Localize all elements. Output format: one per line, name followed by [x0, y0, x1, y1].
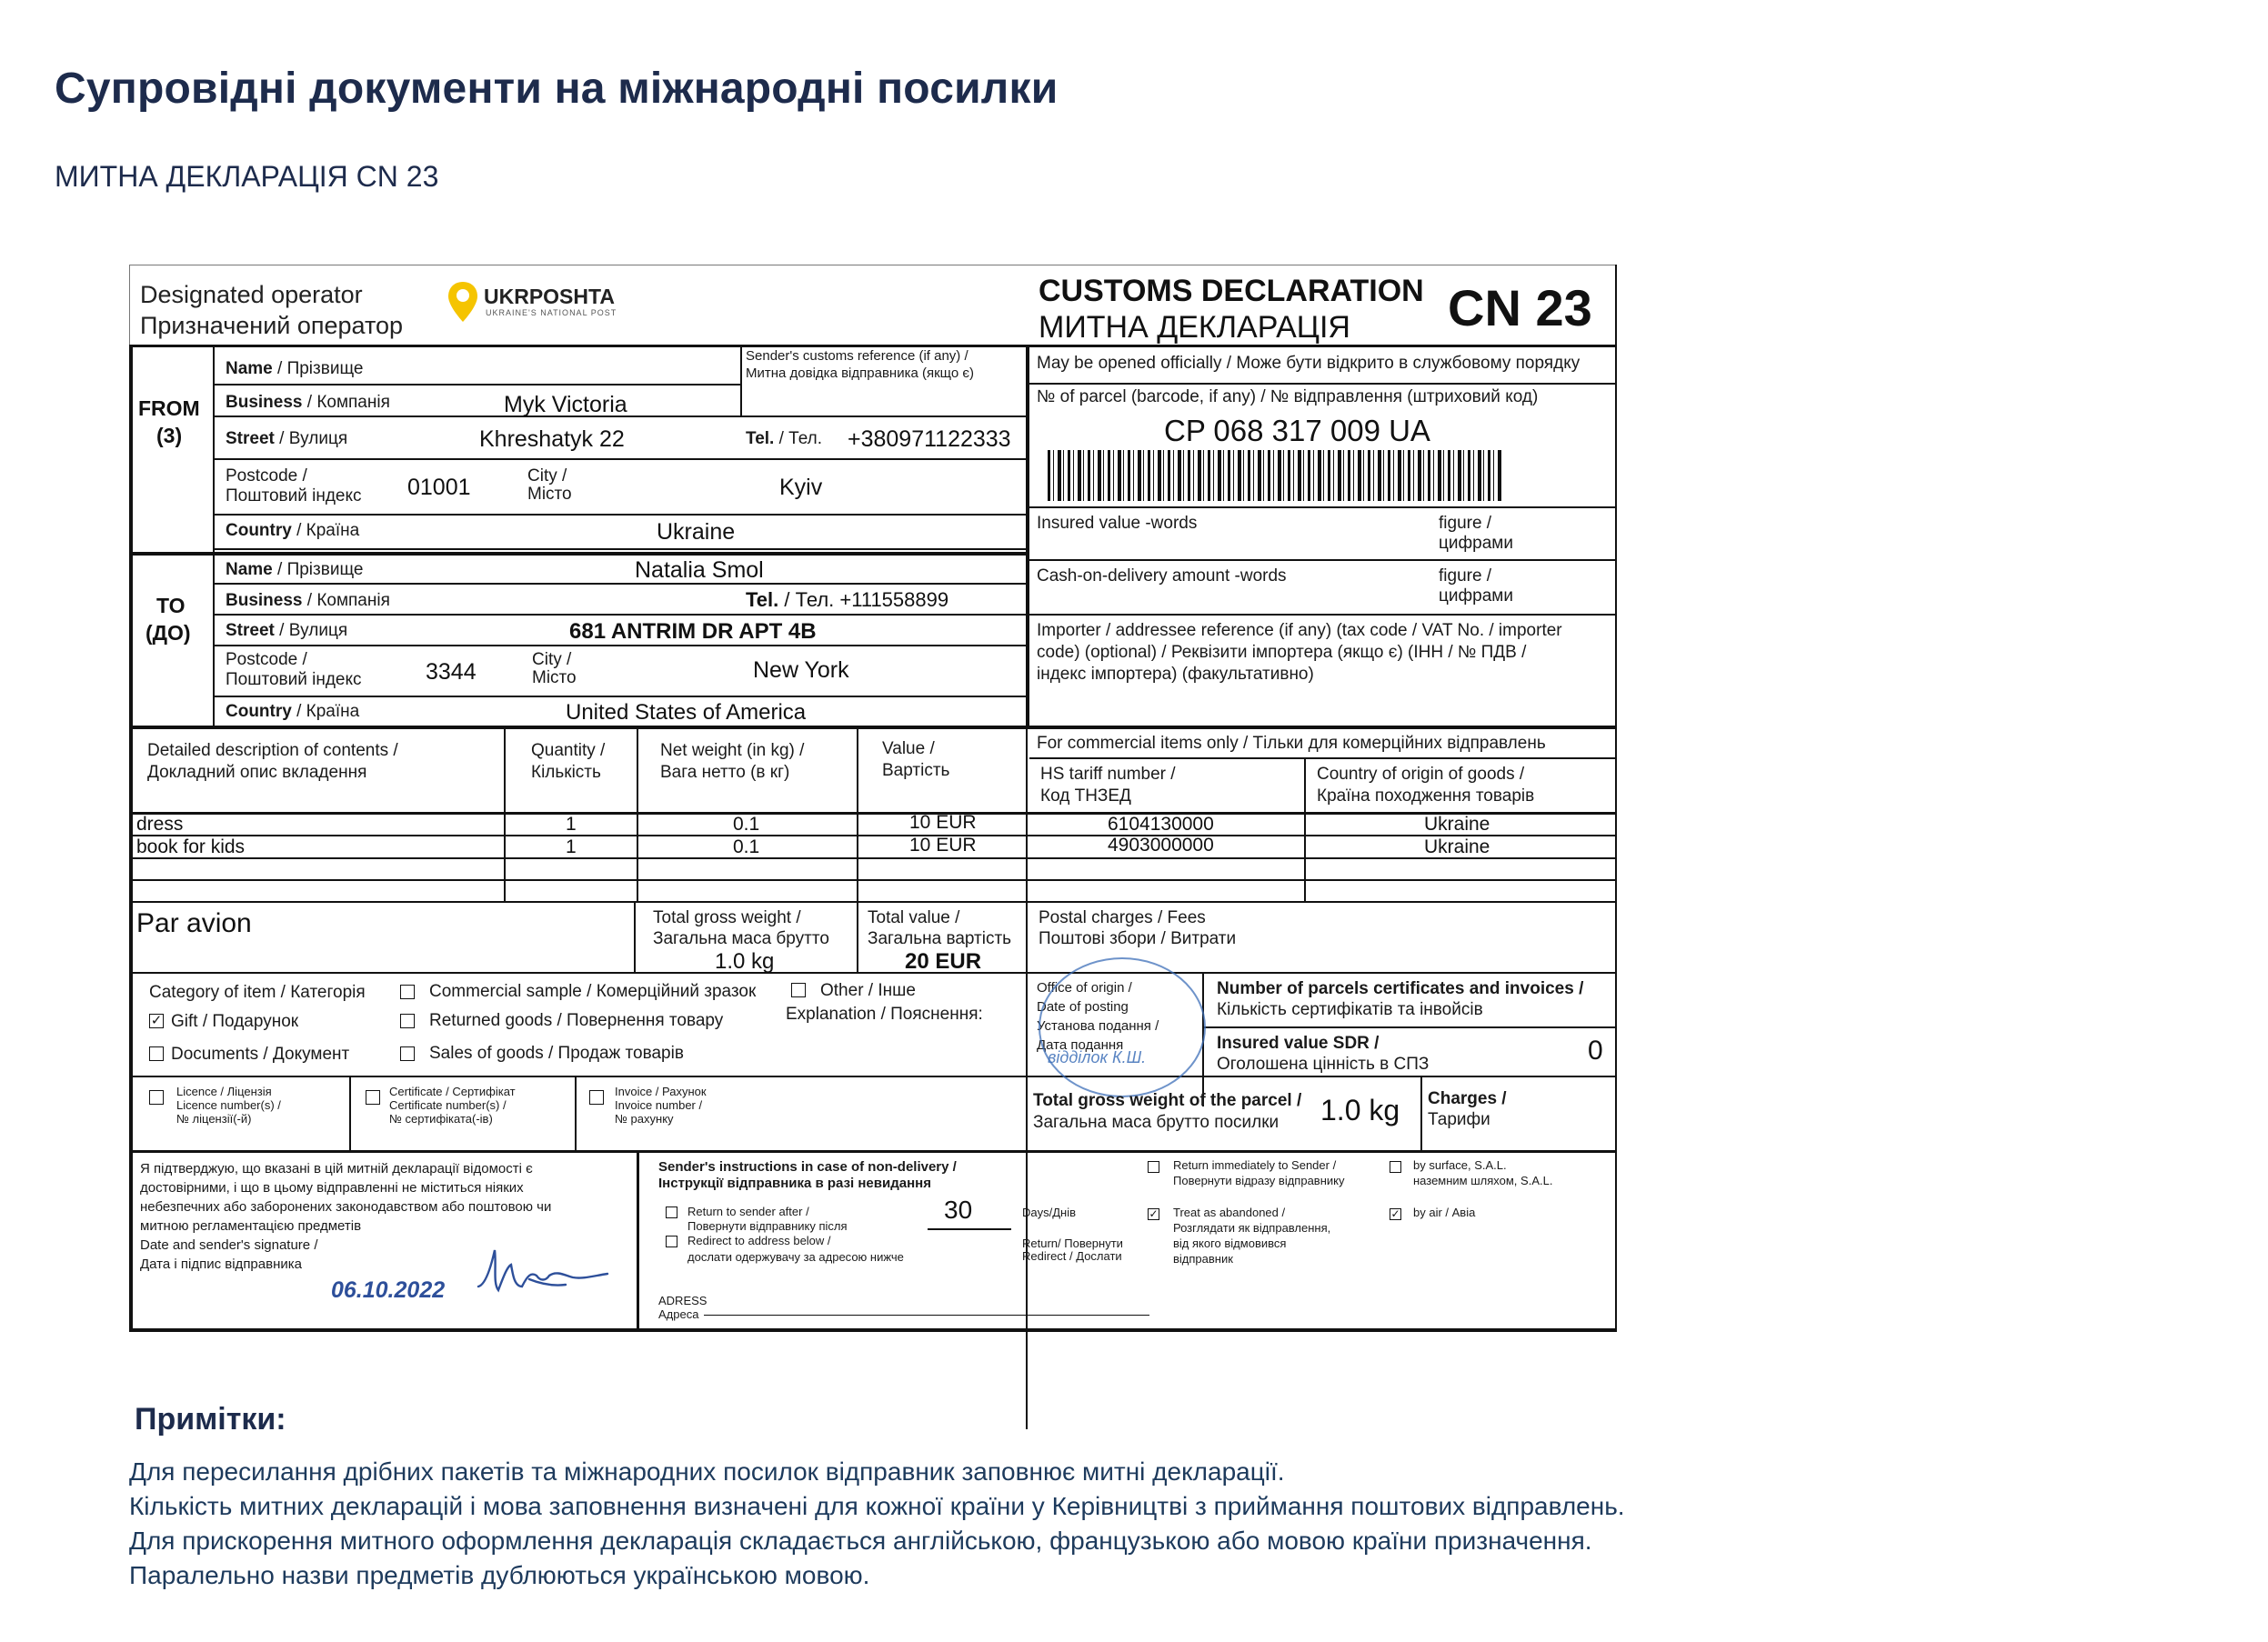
qty-header: Quantity /	[531, 741, 606, 760]
total-parcel-label: Total gross weight of the parcel /	[1033, 1091, 1302, 1110]
return-immediately-checkbox[interactable]	[1148, 1161, 1159, 1173]
ukrposhta-logo-icon	[447, 281, 478, 323]
abandoned-label: Treat as abandoned /	[1173, 1206, 1286, 1219]
sender-ref-label-ua: Митна довідка відправника (якщо є)	[746, 365, 974, 381]
gross-label-ua: Загальна маса брутто	[653, 929, 829, 948]
importer-ref-2: code) (optional) / Реквізити імпортера (якщо є) (ІНН / № ПДВ /	[1037, 643, 1527, 662]
total-parcel-label-ua: Загальна маса брутто посилки	[1033, 1113, 1280, 1132]
abandoned-checkbox[interactable]: ✓	[1149, 1207, 1159, 1220]
value-header: Value /	[882, 739, 935, 758]
to-postcode-label: Postcode /	[226, 650, 307, 669]
stamp-text: відділок К.Ш.	[1048, 1048, 1147, 1066]
notes-line: Для прискорення митного оформлення декларація складається англійською, французькою або мовою країни призначення.	[129, 1527, 1592, 1555]
instructions-title: Sender's instructions in case of non-delivery /	[658, 1159, 957, 1175]
doc-title-ua: МИТНА ДЕКЛАРАЦІЯ	[1039, 310, 1350, 345]
charges-label-ua: Тарифи	[1428, 1110, 1490, 1129]
operator-label-ua: Призначений оператор	[140, 312, 404, 339]
total-value-label-ua: Загальна вартість	[868, 929, 1012, 948]
notes-title: Примітки:	[135, 1402, 286, 1437]
from-name-label: Name / Прізвище	[226, 359, 364, 378]
item-qty: 1	[566, 814, 577, 835]
surface-label: by surface, S.A.L.	[1413, 1158, 1507, 1172]
total-value: 20 EUR	[905, 949, 982, 974]
hs-header: HS tariff number /	[1040, 765, 1176, 784]
abandoned-label-ua-3: відправник	[1173, 1252, 1233, 1266]
notes-line: Кількість митних декларацій і мова заповнення визначені для кожної країни у Керівництві з приймання поштових відправлень.	[129, 1492, 1625, 1520]
insured-figure-label: figure /	[1439, 514, 1492, 533]
certificate-label-1: Certificate / Сертифікат	[389, 1085, 516, 1098]
instructions-title-ua: Інструкції відправника в разі невидання	[658, 1176, 931, 1191]
to-tel-label: Tel. / Тел. +111558899	[746, 588, 949, 611]
from-postcode-label: Postcode /	[226, 466, 307, 486]
item-origin: Ukraine	[1424, 814, 1490, 835]
from-business-label: Business / Компанія	[226, 393, 390, 412]
hs-header-ua: Код ТНЗЕД	[1040, 786, 1131, 806]
office-origin-4: Дата подання	[1037, 1037, 1124, 1053]
cod-figure-label-ua: цифрами	[1439, 586, 1513, 606]
surface-checkbox[interactable]	[1390, 1161, 1401, 1173]
to-label: TO	[156, 594, 186, 617]
item-value: 10 EUR	[909, 812, 977, 833]
invoice-label-2: Invoice number /	[615, 1098, 703, 1112]
declaration-line-1: Я підтверджую, що вказані в цій митній декларації відомості є	[140, 1161, 533, 1176]
weight-header: Net weight (in kg) /	[660, 741, 805, 760]
air-checkbox[interactable]: ✓	[1390, 1207, 1400, 1220]
cod-figure-label: figure /	[1439, 566, 1492, 586]
number-certs-label: Number of parcels certificates and invoices /	[1217, 979, 1584, 998]
insured-sdr-label-ua: Оголошена цінність в СПЗ	[1217, 1055, 1430, 1074]
to-business-label: Business / Компанія	[226, 591, 390, 610]
return-immediately-label: Return immediately to Sender /	[1173, 1158, 1337, 1172]
to-city-label-ua: Місто	[532, 668, 577, 687]
from-tel-value: +380971122333	[848, 426, 1011, 452]
air-label: by air / Авіа	[1413, 1206, 1476, 1219]
licence-checkbox[interactable]	[149, 1090, 164, 1105]
to-country-value: United States of America	[566, 700, 807, 725]
commercial-sample-label: Commercial sample / Комерційний зразок	[429, 982, 757, 1001]
licence-label-3: № ліцензії(-й)	[176, 1112, 252, 1126]
invoice-label-3: № рахунку	[615, 1112, 674, 1126]
page-subtitle: МИТНА ДЕКЛАРАЦІЯ CN 23	[55, 160, 439, 193]
other-label: Other / Інше	[820, 981, 916, 1000]
return-immediately-label-ua: Повернути відразу відправнику	[1173, 1174, 1345, 1187]
item-desc: book for kids	[136, 836, 246, 857]
redirect-short-label: Redirect / Дослати	[1022, 1249, 1122, 1263]
sale-goods-label: Sales of goods / Продаж товарів	[429, 1044, 684, 1063]
explanation-label: Explanation / Пояснення:	[786, 1005, 983, 1024]
logo-name: UKRPOSHTA	[484, 285, 615, 308]
return-after-label-ua: Повернути відправнику після	[687, 1219, 848, 1233]
declaration-line-2: достовірними, і що в цьому відправленні не міститься ніяких	[140, 1180, 524, 1196]
parcel-number: CP 068 317 009 UA	[1164, 414, 1430, 447]
from-country-value: Ukraine	[657, 519, 736, 545]
sender-ref-label: Sender's customs reference (if any) /	[746, 348, 968, 364]
licence-label-1: Licence / Ліцензія	[176, 1085, 272, 1098]
notes-body	[129, 1455, 1625, 1593]
from-business-value: Myk Victoria	[504, 392, 627, 417]
weight-header-ua: Вага нетто (в кг)	[660, 763, 790, 782]
to-street-label: Street / Вулиця	[226, 621, 348, 640]
item-qty: 1	[566, 836, 577, 857]
from-street-label: Street / Вулиця	[226, 429, 348, 448]
abandoned-label-ua-2: від якого відмовився	[1173, 1237, 1287, 1250]
from-num: (3)	[156, 424, 183, 447]
category-label: Category of item / Категорія	[149, 983, 366, 1002]
to-name-label: Name / Прізвище	[226, 560, 364, 579]
page-title: Супровідні документи на міжнародні посилки	[55, 65, 1059, 113]
gift-label: Gift / Подарунок	[171, 1012, 299, 1031]
adress-label-ua: Адреса	[658, 1307, 699, 1321]
postal-charges-ua: Поштові збори / Витрати	[1039, 929, 1237, 948]
importer-ref-3: індекс імпортера) (факультативно)	[1037, 665, 1314, 684]
logo-tagline: UKRAINE'S NATIONAL POST	[486, 308, 617, 317]
from-postcode-value: 01001	[407, 475, 471, 500]
gross-value: 1.0 kg	[715, 949, 775, 974]
desc-header: Detailed description of contents /	[147, 741, 398, 760]
sale-goods-checkbox[interactable]	[400, 1046, 415, 1061]
redirect-label: Redirect to address below /	[687, 1234, 831, 1247]
return-days-value: 30	[944, 1196, 973, 1224]
to-label-ua: (ДО)	[146, 621, 191, 645]
adress-label: ADRESS	[658, 1294, 707, 1307]
to-name-value: Natalia Smol	[635, 557, 764, 583]
operator-label-en: Designated operator	[140, 281, 363, 308]
cn23-form	[129, 265, 1617, 1332]
insured-words: Insured value -words	[1037, 514, 1198, 533]
surface-label-ua: наземним шляхом, S.A.L.	[1413, 1174, 1553, 1187]
importer-ref-1: Importer / addressee reference (if any) (tax code / VAT No. / importer	[1037, 621, 1562, 640]
return-after-checkbox[interactable]	[666, 1206, 677, 1218]
licence-label-2: Licence number(s) /	[176, 1098, 281, 1112]
declaration-line-6: Дата і підпис відправника	[140, 1257, 302, 1272]
documents-label: Documents / Документ	[171, 1045, 350, 1064]
origin-header-ua: Країна походження товарів	[1317, 786, 1535, 806]
may-be-opened: May be opened officially / Може бути відкрито в службовому порядку	[1037, 354, 1581, 373]
returned-goods-checkbox[interactable]	[400, 1014, 415, 1028]
gross-label: Total gross weight /	[653, 908, 801, 927]
to-city-label: City /	[532, 650, 572, 669]
cod-words: Cash-on-delivery amount -words	[1037, 566, 1287, 586]
from-city-label: City /	[527, 466, 567, 486]
charges-label: Charges /	[1428, 1089, 1507, 1108]
barcode	[1048, 450, 1502, 501]
invoice-checkbox[interactable]	[589, 1090, 604, 1105]
declaration-date: 06.10.2022	[331, 1277, 446, 1303]
certificate-label-2: Certificate number(s) /	[389, 1098, 507, 1112]
postal-charges: Postal charges / Fees	[1039, 908, 1206, 927]
redirect-checkbox[interactable]	[666, 1236, 677, 1247]
from-postcode-label-ua: Поштовий індекс	[226, 486, 362, 506]
commercial-sample-checkbox[interactable]	[400, 985, 415, 999]
sender-signature-icon	[475, 1239, 611, 1303]
redirect-label-ua: дослати одержувачу за адресою нижче	[687, 1250, 904, 1264]
postmark-stamp-icon	[1039, 957, 1206, 1097]
from-city-label-ua: Місто	[527, 485, 572, 504]
to-street-value: 681 ANTRIM DR APT 4B	[569, 619, 817, 644]
documents-checkbox[interactable]	[149, 1046, 164, 1061]
other-checkbox[interactable]	[791, 983, 806, 997]
origin-header: Country of origin of goods /	[1317, 765, 1525, 784]
to-postcode-value: 3344	[426, 659, 477, 685]
declaration-line-4: митною регламентацією предметів	[140, 1218, 362, 1234]
doc-title-en: CUSTOMS DECLARATION	[1039, 274, 1424, 308]
doc-code: CN 23	[1448, 279, 1592, 336]
declaration-line-5: Date and sender's signature /	[140, 1237, 318, 1253]
certificate-checkbox[interactable]	[366, 1090, 380, 1105]
from-tel-label: Tel. / Тел.	[746, 429, 823, 448]
office-origin-3: Установа подання /	[1037, 1018, 1159, 1034]
parcel-label: № of parcel (barcode, if any) / № відправлення (штриховий код)	[1037, 387, 1539, 406]
office-origin-2: Date of posting	[1037, 999, 1129, 1015]
to-postcode-label-ua: Поштовий індекс	[226, 670, 362, 689]
qty-header-ua: Кількість	[531, 763, 601, 782]
insured-sdr-value: 0	[1588, 1036, 1603, 1066]
invoice-label-1: Invoice / Рахунок	[615, 1085, 707, 1098]
returned-goods-label: Returned goods / Повернення товару	[429, 1011, 724, 1030]
item-hs: 6104130000	[1108, 814, 1214, 835]
gift-checkbox[interactable]: ✓	[150, 1013, 163, 1028]
par-avion: Par avion	[136, 908, 252, 938]
item-value: 10 EUR	[909, 835, 977, 856]
item-weight: 0.1	[733, 814, 760, 835]
to-city-value: New York	[753, 657, 849, 683]
desc-header-ua: Докладний опис вкладення	[147, 763, 367, 782]
item-origin: Ukraine	[1424, 836, 1490, 857]
from-country-label: Country / Країна	[226, 521, 360, 540]
from-label: FROM	[138, 396, 200, 420]
declaration-line-3: небезпечних або заборонених законодавством або поштовою чи	[140, 1199, 552, 1215]
commercial-header: For commercial items only / Тільки для комерційних відправлень	[1037, 734, 1546, 753]
certificate-label-3: № сертифіката(-ів)	[389, 1112, 493, 1126]
return-after-label: Return to sender after /	[687, 1205, 809, 1218]
return-label: Return/ Повернути	[1022, 1237, 1123, 1250]
insured-figure-label-ua: цифрами	[1439, 534, 1513, 553]
notes-line: Паралельно назви предметів дублюються українською мовою.	[129, 1561, 870, 1589]
insured-sdr-label: Insured value SDR /	[1217, 1034, 1380, 1053]
from-city-value: Kyiv	[779, 475, 823, 500]
number-certs-label-ua: Кількість сертифікатів та інвойсів	[1217, 1000, 1483, 1019]
abandoned-label-ua-1: Розглядати як відправлення,	[1173, 1221, 1331, 1235]
value-header-ua: Вартість	[882, 761, 950, 780]
office-origin-1: Office of origin /	[1037, 980, 1132, 996]
to-country-label: Country / Країна	[226, 702, 360, 721]
total-value-label: Total value /	[868, 908, 960, 927]
days-label: Days/Днів	[1022, 1206, 1077, 1219]
total-parcel-value: 1.0 kg	[1320, 1094, 1400, 1126]
from-street-value: Khreshatyk 22	[479, 426, 625, 452]
item-desc: dress	[136, 814, 184, 835]
notes-line: Для пересилання дрібних пакетів та міжнародних посилок відправник заповнює митні декларації.	[129, 1457, 1285, 1486]
item-weight: 0.1	[733, 836, 760, 857]
item-hs: 4903000000	[1108, 835, 1214, 856]
